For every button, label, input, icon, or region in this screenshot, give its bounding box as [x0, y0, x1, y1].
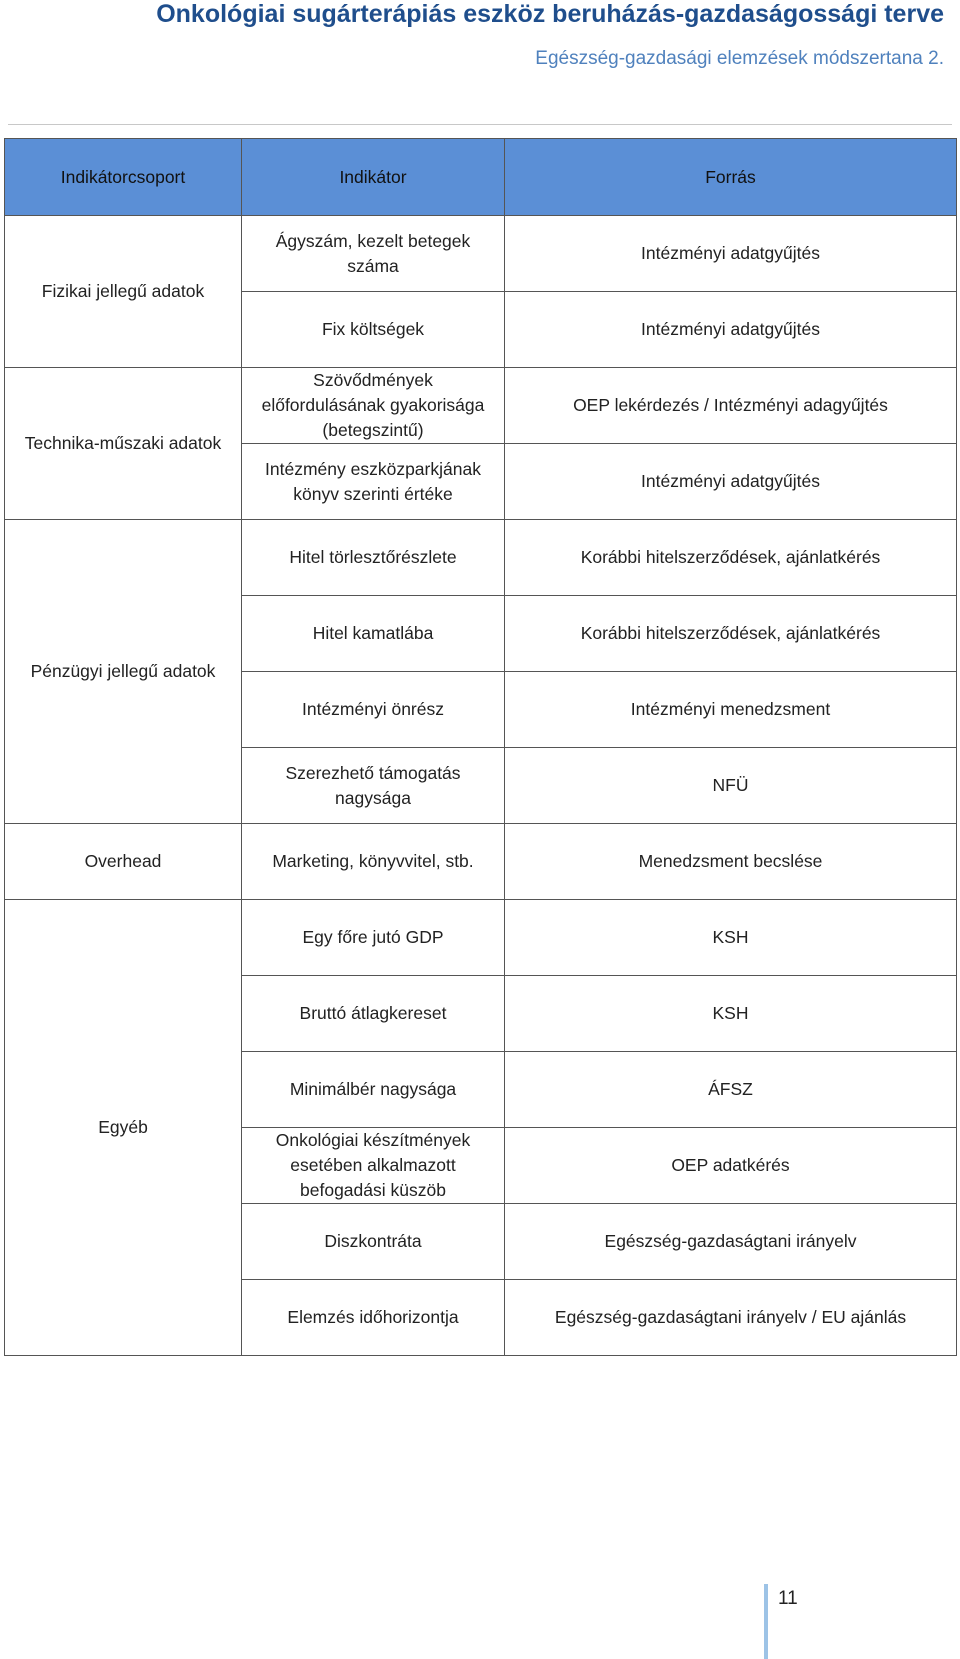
indicator-cell: Hitel törlesztőrészlete: [242, 520, 505, 596]
source-cell: Korábbi hitelszerződések, ajánlatkérés: [505, 520, 957, 596]
indicator-cell: Szövődmények előfordulásának gyakorisága (betegszintű): [242, 368, 505, 444]
source-cell: NFÜ: [505, 748, 957, 824]
indicator-cell: Szerezhető támogatás nagysága: [242, 748, 505, 824]
page-number: 11: [778, 1588, 798, 1609]
indicator-cell: Marketing, könyvvitel, stb.: [242, 824, 505, 900]
indicator-cell: Onkológiai készítmények esetében alkalmazott befogadási küszöb: [242, 1128, 505, 1204]
source-cell: Intézményi menedzsment: [505, 672, 957, 748]
source-cell: ÁFSZ: [505, 1052, 957, 1128]
source-cell: KSH: [505, 976, 957, 1052]
group-cell: Overhead: [5, 824, 242, 900]
table-header-row: [5, 139, 957, 216]
indicator-cell: Egy főre jutó GDP: [242, 900, 505, 976]
source-cell: Egészség-gazdaságtani irányelv: [505, 1204, 957, 1280]
column-header-indicator-group: Indikátorcsoport: [5, 139, 242, 216]
indicator-cell: Minimálbér nagysága: [242, 1052, 505, 1128]
group-cell: Technika-műszaki adatok: [5, 368, 242, 520]
table-row: [5, 216, 957, 292]
table-row: [5, 520, 957, 596]
indicator-cell: Elemzés időhorizontja: [242, 1280, 505, 1356]
indicator-cell: Diszkontráta: [242, 1204, 505, 1280]
table-row: [5, 824, 957, 900]
column-header-source: Forrás: [505, 139, 957, 216]
source-cell: KSH: [505, 900, 957, 976]
indicator-cell: Hitel kamatlába: [242, 596, 505, 672]
header-divider: [8, 124, 952, 125]
source-cell: Intézményi adatgyűjtés: [505, 444, 957, 520]
group-cell: Pénzügyi jellegű adatok: [5, 520, 242, 824]
indicator-cell: Bruttó átlagkereset: [242, 976, 505, 1052]
source-cell: Menedzsment becslése: [505, 824, 957, 900]
document-subtitle: Egészség-gazdasági elemzések módszertana 2.: [535, 48, 944, 69]
document-title: Onkológiai sugárterápiás eszköz beruházás-gazdaságossági terve: [156, 0, 944, 28]
indicator-cell: Fix költségek: [242, 292, 505, 368]
source-cell: OEP lekérdezés / Intézményi adagyűjtés: [505, 368, 957, 444]
page-number-bar: [764, 1584, 768, 1659]
group-cell: Fizikai jellegű adatok: [5, 216, 242, 368]
indicator-cell: Intézmény eszközparkjának könyv szerinti értéke: [242, 444, 505, 520]
source-cell: OEP adatkérés: [505, 1128, 957, 1204]
table-row: [5, 900, 957, 976]
source-cell: Intézményi adatgyűjtés: [505, 216, 957, 292]
column-header-indicator: Indikátor: [242, 139, 505, 216]
source-cell: Egészség-gazdaságtani irányelv / EU ajánlás: [505, 1280, 957, 1356]
indicator-cell: Intézményi önrész: [242, 672, 505, 748]
group-cell: Egyéb: [5, 900, 242, 1356]
indicator-cell: Ágyszám, kezelt betegek száma: [242, 216, 505, 292]
source-cell: Intézményi adatgyűjtés: [505, 292, 957, 368]
table-row: [5, 368, 957, 444]
source-cell: Korábbi hitelszerződések, ajánlatkérés: [505, 596, 957, 672]
indicator-table: [4, 138, 957, 1356]
